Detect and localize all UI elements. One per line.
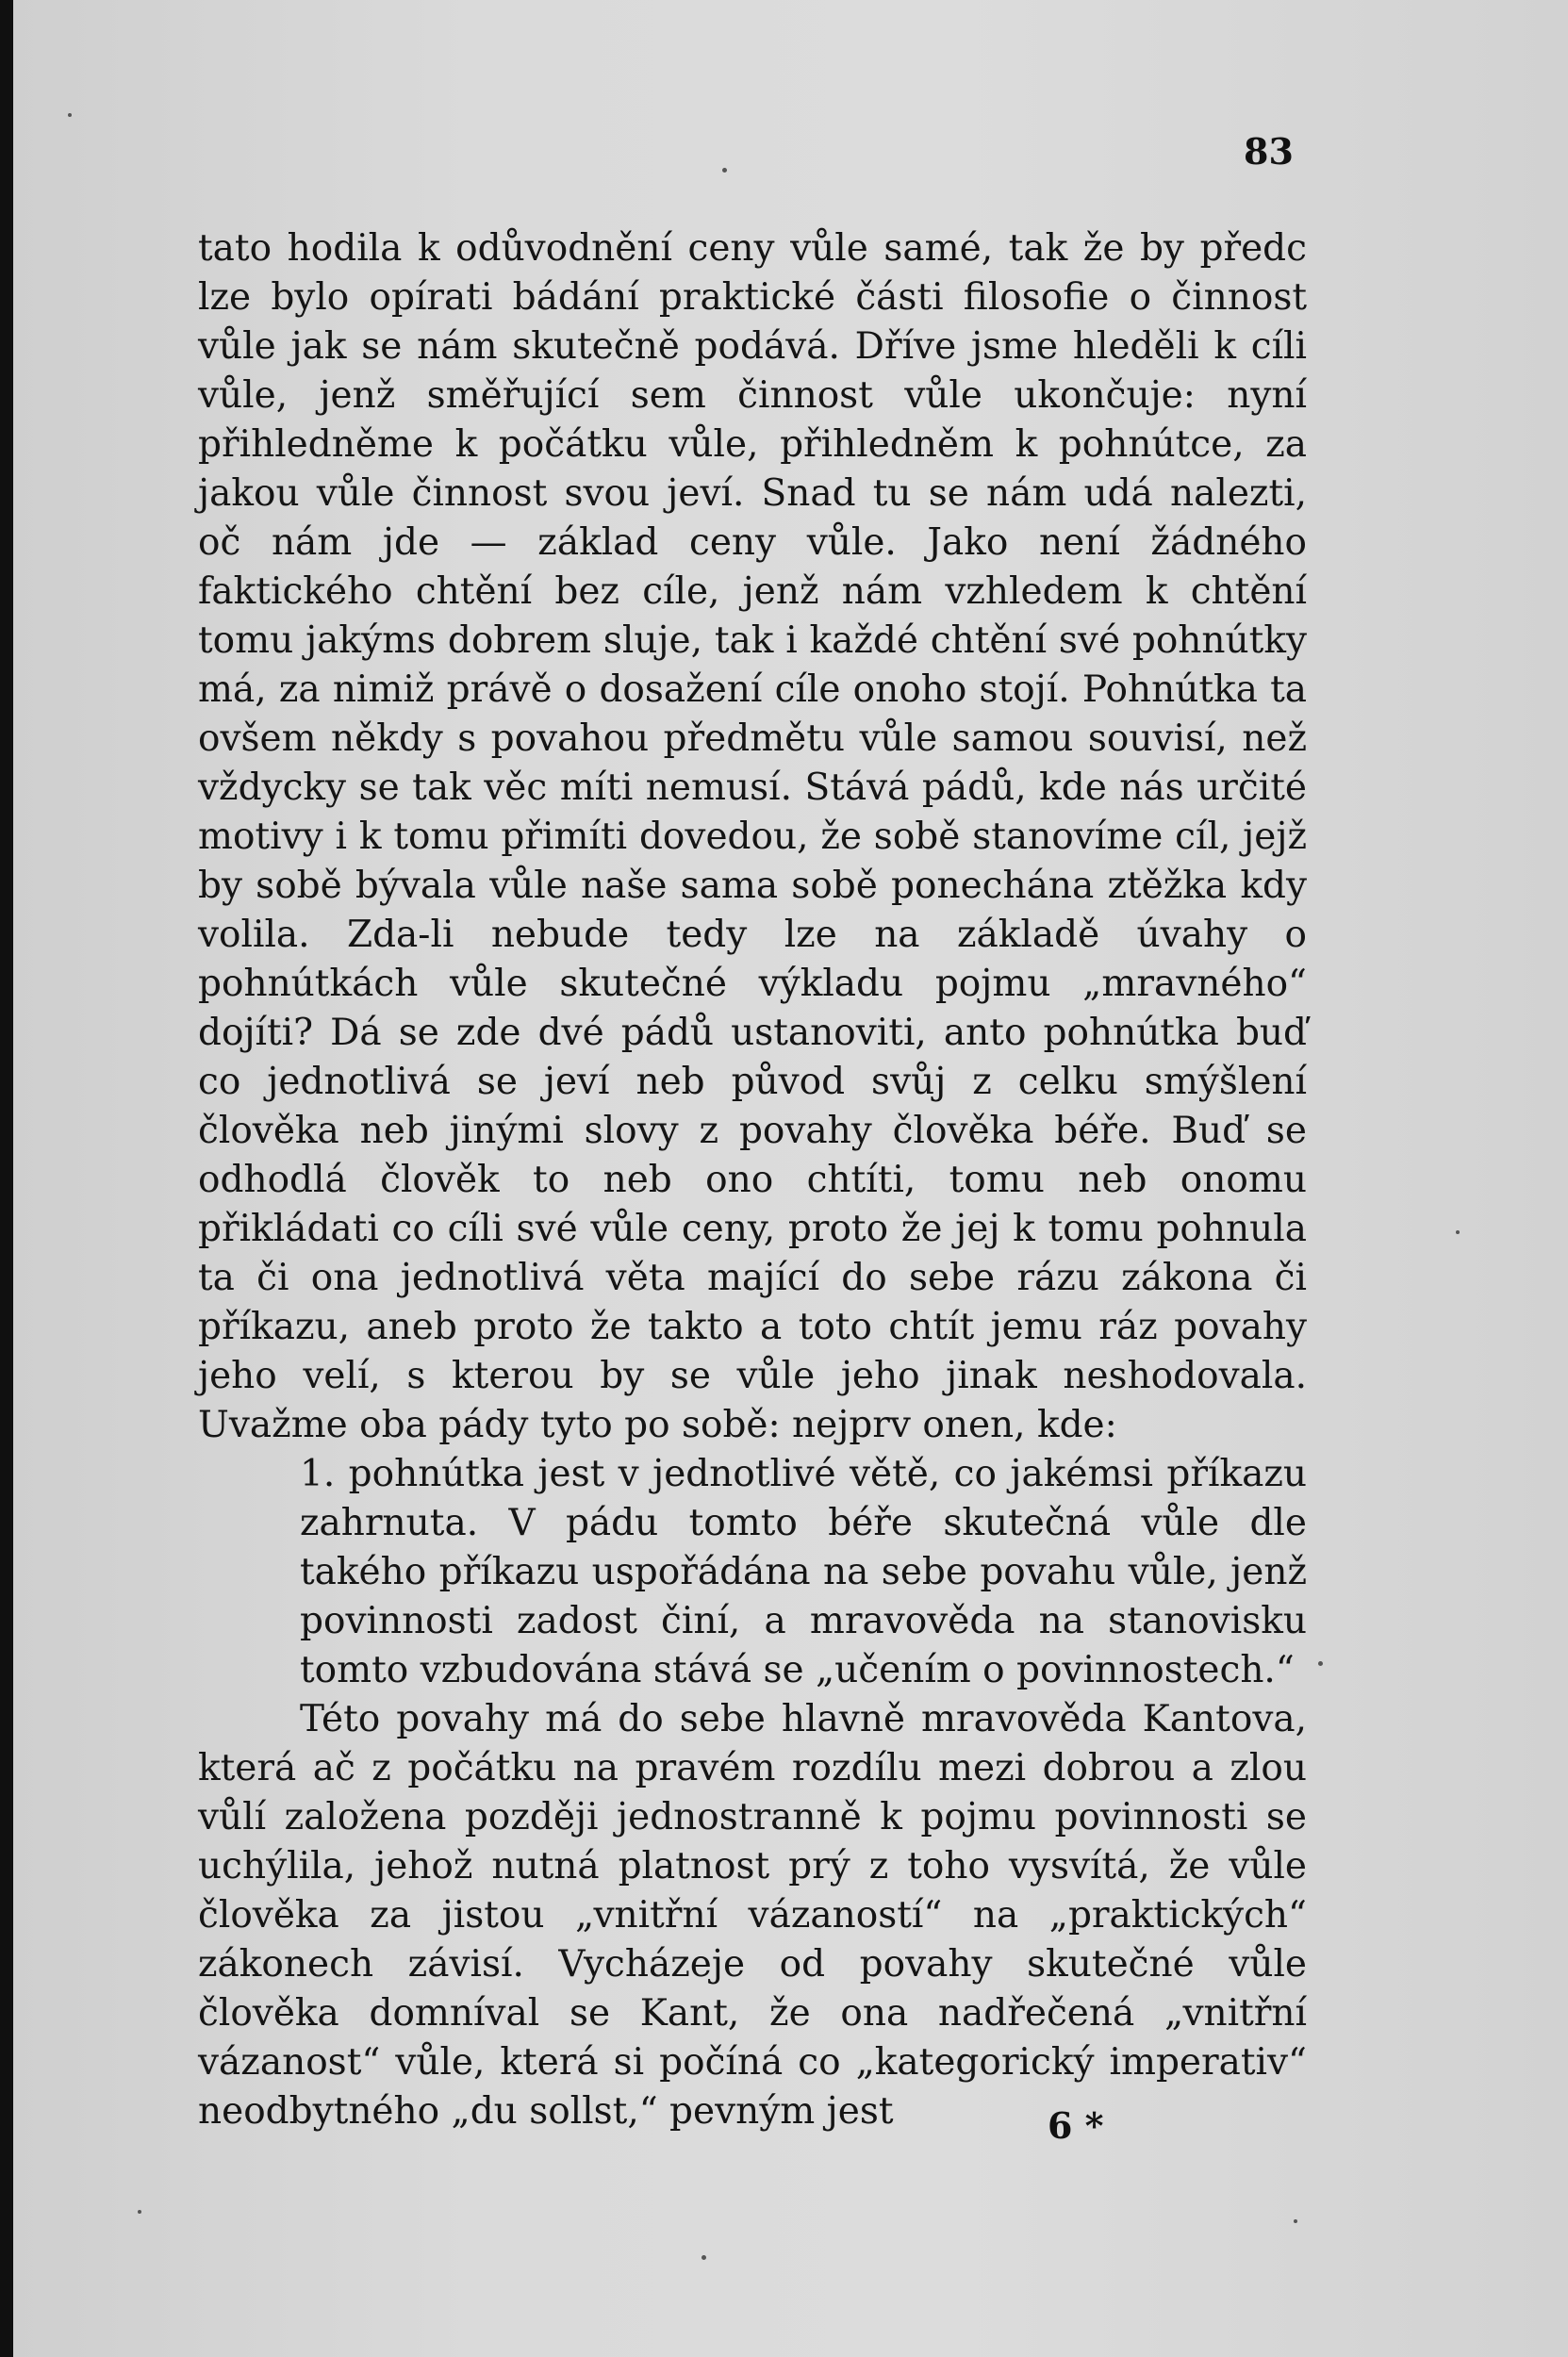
scan-speck — [1294, 2219, 1297, 2223]
paragraph-2: Této povahy má do sebe hlavně mravověda Kantova, která ač z počátku na pravém rozdílu mezi dobrou a zlou vůlí založena později jednostranně k pojmu povinnosti se uchýlila, jehož nutná platnost prý z toho vysvítá, že vůle člověka za jistou „vnitřní vázaností“ na „praktických“ zákonech závisí. Vycházeje od povahy skutečné vůle člověka domníval se Kant, že ona nadřečená „vnitřní vázanost“ vůle, která si počíná co „kategorický imperativ“ neodbytného „du sollst,“ pevným jest — [198, 1698, 1307, 2133]
paragraph-1: tato hodila k odůvodnění ceny vůle samé, tak že by předc lze bylo opírati bádání praktické části filosofie o činnost vůle jak se nám skutečně podává. Dříve jsme hleděli k cíli vůle, jenž směřující sem činnost vůle ukončuje: nyní přihledněme k počátku vůle, přihledněm k pohnútce, za jakou vůle činnost svou jeví. Snad tu se nám udá nalezti, oč nám jde — základ ceny vůle. Jako není žádného faktického chtění bez cíle, jenž nám vzhledem k chtění tomu jakýms dobrem sluje, tak i každé chtění své pohnútky má, za nimiž právě o dosažení cíle onoho stojí. Pohnútka ta ovšem někdy s povahou předmětu vůle samou souvisí, než vždycky se tak věc míti nemusí. Stává pádů, kde nás určité motivy i k tomu přimíti dovedou, že sobě stanovíme cíl, jejž by sobě bývala vůle naše sama sobě ponechána ztěžka kdy volila. Zda-li nebude tedy lze na základě úvahy o pohnútkách vůle skutečné výkladu pojmu „mravného“ dojíti? Dá se zde dvé pádů ustanoviti, anto pohnútka buď co jednotlivá se jeví neb původ svůj z celku smýšlení člověka neb jinými slovy z povahy člověka béře. Buď se odhodlá člověk to neb ono chtíti, tomu neb onomu přikládati co cíli své vůle ceny, proto že jej k tomu pohnula ta či ona jednotlivá věta mající do sebe rázu zákona či příkazu, aneb proto že takto a toto chtít jemu ráz povahy jeho velí, s kterou by se vůle jeho jinak neshodovala. Uvažme oba pády tyto po sobě: nejprv onen, kde: — [198, 227, 1307, 1446]
scan-speck — [1456, 1230, 1460, 1234]
scan-speck — [68, 113, 72, 117]
signature-mark: 6 * — [1048, 2104, 1104, 2147]
scan-speck — [701, 2255, 706, 2260]
scan-speck — [722, 168, 727, 173]
scan-speck — [1318, 1661, 1323, 1666]
list-item-1: 1. pohnútka jest v jednotlivé větě, co jakémsi příkazu zahrnuta. V pádu tomto béře skutečná vůle dle takého příkazu uspořádána na sebe povahu vůle, jenž povinnosti zadost činí, a mravověda na stanovisku tomto vzbudována stává se „učením o povinnostech.“ — [300, 1453, 1307, 1691]
scan-speck — [138, 2210, 141, 2214]
body-text — [198, 224, 1307, 2136]
page-number: 83 — [1244, 130, 1294, 173]
scan-left-edge — [0, 0, 13, 2357]
book-page — [13, 0, 1568, 2357]
